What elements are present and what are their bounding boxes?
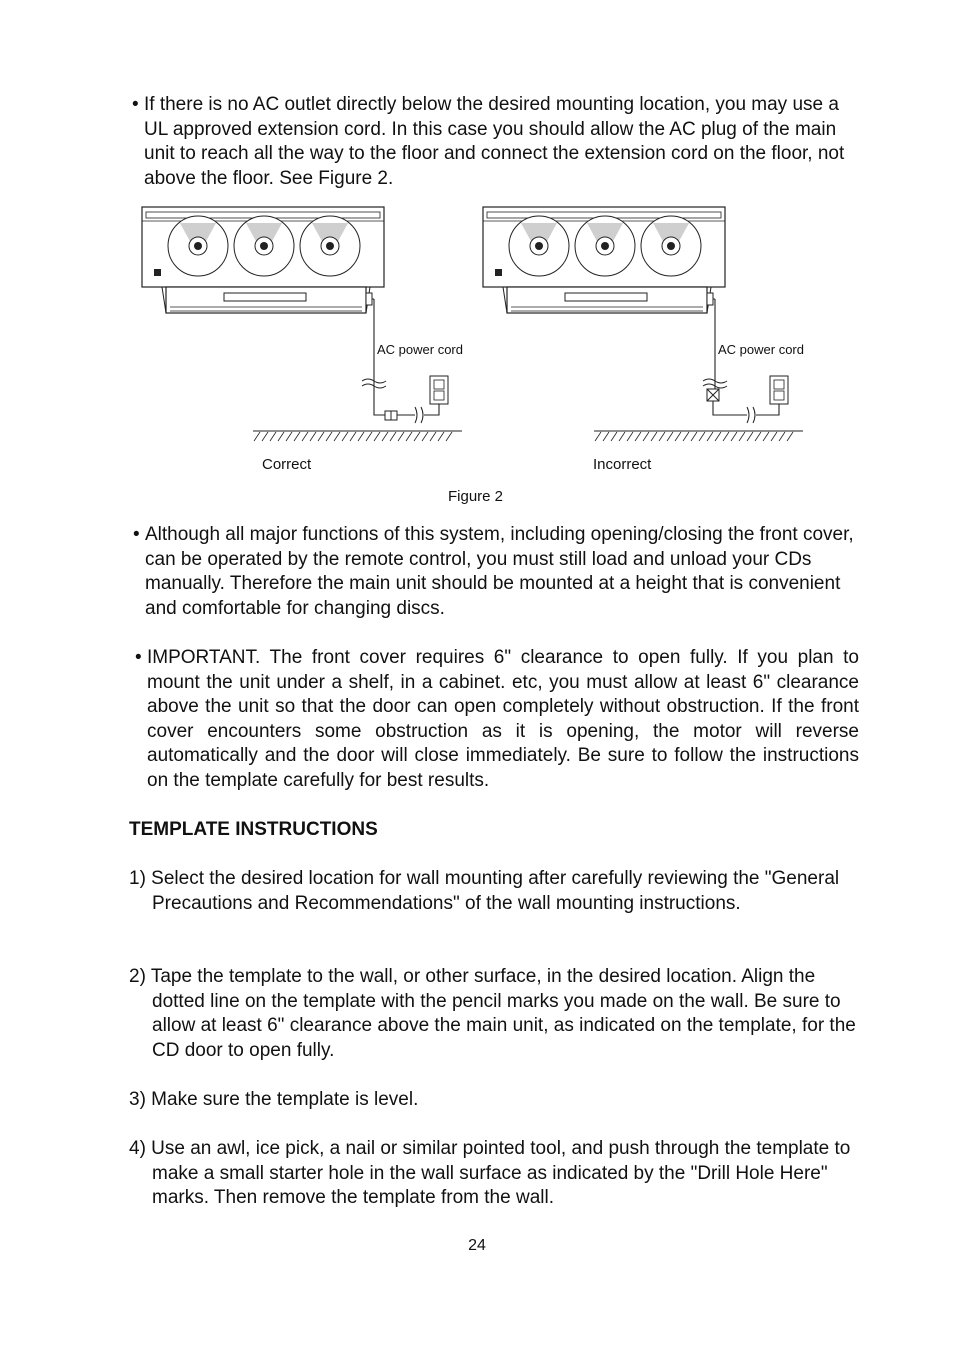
paragraph-extension-cord bbox=[130, 93, 859, 191]
caption-incorrect: Incorrect bbox=[593, 456, 652, 473]
paragraph-manual-loading bbox=[131, 523, 860, 621]
bullet-marker: • bbox=[133, 524, 140, 545]
bullet-marker: • bbox=[132, 94, 139, 115]
correct-setup-diagram bbox=[142, 207, 462, 441]
page-number: 24 bbox=[468, 1237, 486, 1254]
figure-2-illustration bbox=[140, 205, 820, 445]
bullet-marker: • bbox=[135, 647, 142, 668]
paragraph-text: If there is no AC outlet directly below the desired mounting location, you may use a UL approved extension cord. In this case you should allow the AC plug of the main unit to reach all the way to the floor and connect the extension cord on the floor, not above the floor. See Figure 2. bbox=[144, 94, 845, 189]
paragraph-text: IMPORTANT. The front cover requires 6" clearance to open fully. If you plan to mount the unit under a shelf, in a cabinet. etc, you must allow at least 6" clearance above the unit so that the door can open completely without obstruction. If the front cover encounters some obstruction as it is opening, the motor will reverse automatically and the door will close immediately. Be sure to follow the instructions on the template carefully for best results. bbox=[147, 647, 859, 791]
label-ac-power-cord-left: AC power cord bbox=[377, 342, 463, 357]
step-1: 1) Select the desired location for wall mounting after carefully reviewing the "General Precautions and Recommendations" of the wall mounting instructions. bbox=[129, 868, 840, 914]
figure-title: Figure 2 bbox=[448, 488, 504, 505]
paragraph-important-clearance bbox=[133, 646, 859, 794]
step-3: 3) Make sure the template is level. bbox=[129, 1089, 419, 1110]
step-2: 2) Tape the template to the wall, or other surface, in the desired location. Align the dotted line on the template with the pencil marks you made on the wall. Be sure to allow at least 6" clearance above the main unit, as indicated on the template, for the CD door to open fully. bbox=[129, 966, 856, 1061]
incorrect-setup-diagram bbox=[483, 207, 803, 441]
section-heading: TEMPLATE INSTRUCTIONS bbox=[129, 819, 378, 840]
caption-correct: Correct bbox=[262, 456, 312, 473]
step-4: 4) Use an awl, ice pick, a nail or similar pointed tool, and push through the template to make a small starter hole in the wall surface as indicated by the "Drill Hole Here" marks. Then remove the template from the wall. bbox=[129, 1138, 851, 1209]
label-ac-power-cord-right: AC power cord bbox=[718, 342, 804, 357]
paragraph-text: Although all major functions of this system, including opening/closing the front cover, can be operated by the remote control, you must still load and unload your CDs manually. Therefore the main unit should be mounted at a height that is convenient and comfortable for changing discs. bbox=[145, 524, 854, 619]
